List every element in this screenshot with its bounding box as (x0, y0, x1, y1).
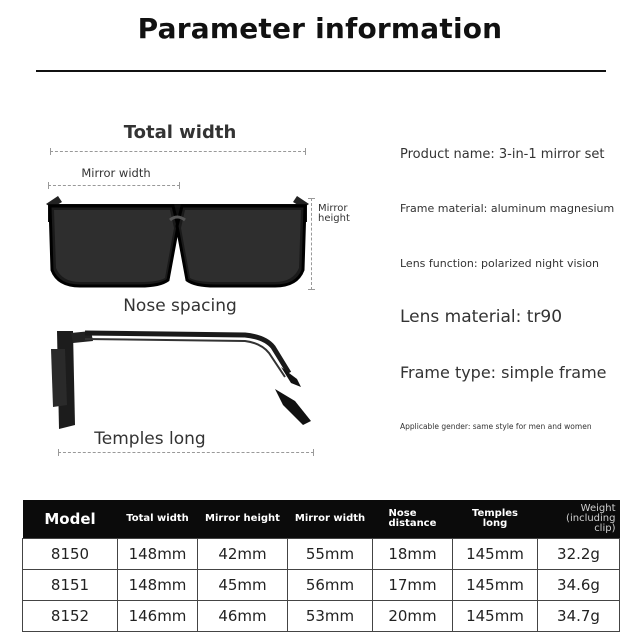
cell-temples-long: 145mm (453, 539, 538, 570)
total-width-tick-right (305, 148, 306, 155)
cell-model: 8151 (23, 570, 118, 601)
cell-mirror-height: 46mm (198, 601, 288, 632)
total-width-line (50, 151, 306, 152)
total-width-label: Total width (123, 122, 237, 143)
header-temples-long-line1: Temples (471, 508, 518, 519)
cell-nose-distance: 18mm (373, 539, 453, 570)
title-divider (36, 70, 606, 72)
header-weight (538, 500, 620, 539)
product-name-text: Product name: 3-in-1 mirror set (400, 147, 605, 162)
lens-material-text: Lens material: tr90 (400, 307, 563, 327)
frame-material-text: Frame material: aluminum magnesium (400, 202, 615, 215)
mirror-width-tick-right (179, 182, 180, 189)
cell-mirror-height: 42mm (198, 539, 288, 570)
table-row (23, 601, 620, 632)
table-row (23, 539, 620, 570)
header-temples-long-line2: long (482, 518, 508, 529)
header-mirror-width: Mirror width (288, 500, 373, 539)
mirror-width-label: Mirror width (81, 166, 151, 180)
mirror-width-tick-left (48, 182, 49, 189)
frame-type-text: Frame type: simple frame (400, 363, 607, 382)
cell-mirror-width: 53mm (288, 601, 373, 632)
cell-total-width: 146mm (118, 601, 198, 632)
temples-long-tick-right (313, 449, 314, 456)
glasses-side-view (45, 325, 315, 435)
applicable-gender-text: Applicable gender: same style for men and women (400, 422, 592, 431)
cell-nose-distance: 17mm (373, 570, 453, 601)
temples-long-tick-left (58, 449, 59, 456)
glasses-front-view (40, 190, 315, 290)
temples-long-line (58, 452, 314, 453)
cell-weight: 34.6g (538, 570, 620, 601)
nose-spacing-label: Nose spacing (123, 296, 237, 316)
cell-mirror-width: 56mm (288, 570, 373, 601)
header-mirror-height: Mirror height (198, 500, 288, 539)
cell-model: 8152 (23, 601, 118, 632)
cell-temples-long: 145mm (453, 570, 538, 601)
mirror-height-label-line2: height (318, 213, 350, 224)
temples-long-label: Temples long (94, 429, 206, 449)
header-nose-distance-line2: distance (388, 518, 437, 529)
mirror-width-line (48, 185, 180, 186)
cell-total-width: 148mm (118, 570, 198, 601)
page-title: Parameter information (137, 12, 503, 45)
cell-weight: 32.2g (538, 539, 620, 570)
cell-mirror-height: 45mm (198, 570, 288, 601)
cell-weight: 34.7g (538, 601, 620, 632)
header-weight-line2: clip) (594, 523, 616, 534)
header-nose-distance (373, 500, 453, 539)
header-total-width: Total width (118, 500, 198, 539)
header-weight-line1: Weight (including (566, 503, 616, 524)
cell-model: 8150 (23, 539, 118, 570)
header-temples-long (453, 500, 538, 539)
lens-function-text: Lens function: polarized night vision (400, 257, 599, 270)
cell-mirror-width: 55mm (288, 539, 373, 570)
total-width-tick-left (50, 148, 51, 155)
table-header-row (23, 500, 620, 539)
spec-table (22, 500, 620, 632)
cell-total-width: 148mm (118, 539, 198, 570)
header-model: Model (23, 500, 118, 539)
mirror-height-label-line1: Mirror (318, 203, 348, 214)
header-nose-distance-line1: Nose (388, 508, 417, 519)
cell-nose-distance: 20mm (373, 601, 453, 632)
cell-temples-long: 145mm (453, 601, 538, 632)
table-row (23, 570, 620, 601)
mirror-height-label (318, 203, 350, 224)
